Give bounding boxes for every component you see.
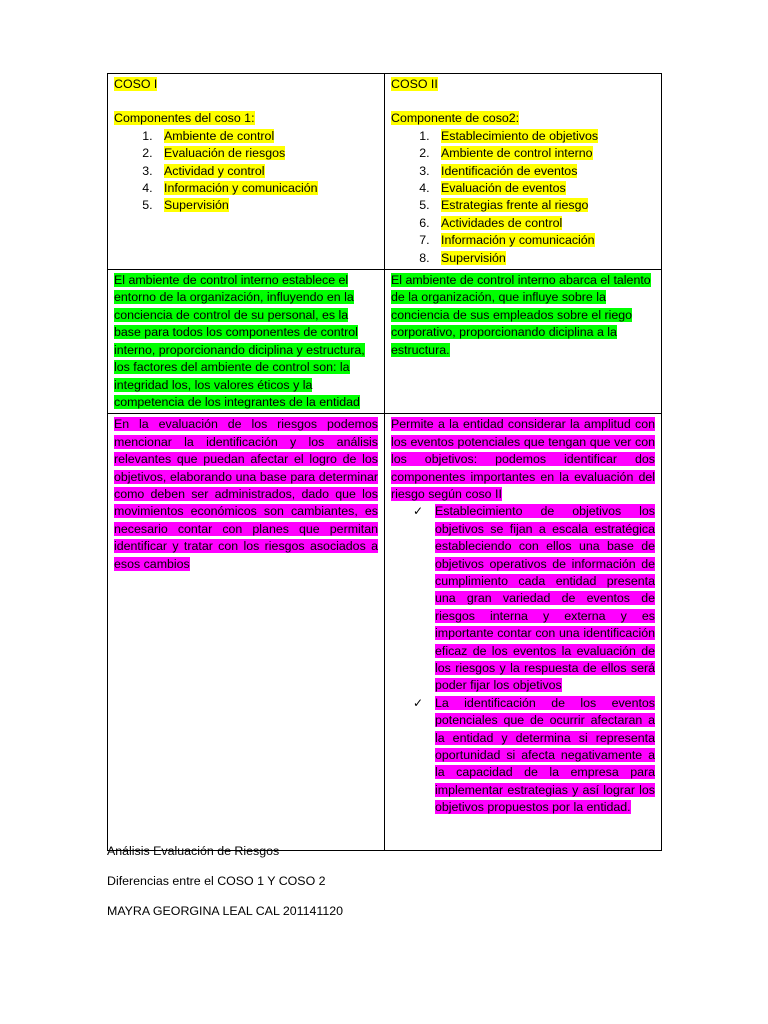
coso1-control-text: El ambiente de control interno establece el entorno de la organización, influyendo en la conciencia de control de su personal, es la base para todos los componentes de control interno, proporcionando diciplina y estructura, los factores del ambiente de control son: la integridad los, los valores éticos y la competencia de los integrantes de la entidad (114, 273, 365, 409)
list-item: ✓ Establecimiento de objetivos los objetivos se fijan a escala estratégica estableciendo con ellos una base de objetivos operativos de información de cumplimiento cada entidad presenta una gran variedad de eventos de riesgos interna y externa y es importante contar con una identificación eficaz de los eventos la evaluación de los riesgos y la respuesta de ellos será poder fijar los objetivos (413, 504, 655, 693)
coso1-risk-text: En la evaluación de los riesgos podemos mencionar la identificación y los análisis relevantes que puedan afectar el logro de los objetivos, elaborando una base para determinar como deben ser administrados, dado que los movimientos económicos son cambiantes, es necesario contar con planes que permitan identificar y tratar con los riesgos asociados a esos cambios (114, 417, 378, 571)
coso2-risk-cell (385, 414, 662, 851)
coso2-list-title: Componente de coso2: (391, 111, 520, 126)
list-item: ✓ La identificación de los eventos potenciales que de ocurrir afectaran a la entidad y determina si representa oportunidad si afecta negativamente a la capacidad de la empresa para implementar estrategias y así lograr los objetivos propuestos por la entidad. (413, 695, 655, 815)
list-item: 3. Identificación de eventos (433, 163, 655, 180)
list-item: 5. Supervisión (156, 197, 378, 214)
coso2-components-cell (385, 74, 662, 270)
list-item: 6. Actividades de control (433, 215, 655, 232)
footer-title: Análisis Evaluación de Riesgos (107, 844, 280, 858)
comparison-table (107, 73, 662, 851)
footer-author: MAYRA GEORGINA LEAL CAL 201141120 (107, 904, 343, 918)
list-item: 2. Evaluación de riesgos (156, 145, 378, 162)
risk-evaluation-row (108, 414, 662, 851)
check-icon: ✓ (413, 504, 424, 519)
coso1-risk-cell (108, 414, 385, 851)
coso2-control-text: El ambiente de control interno abarca el talento de la organización, que influye sobre la conciencia de sus empleados sobre el riego corporativo, proporcionando diciplina a la estructura. (391, 273, 651, 357)
coso2-risk-intro: Permite a la entidad considerar la amplitud con los eventos potenciales que tengan que ver con los objetivos: podemos identificar dos componentes importantes en la evaluación del riesgo según coso II (391, 417, 655, 501)
coso1-header: COSO I (114, 77, 158, 91)
list-item: 1. Ambiente de control (156, 128, 378, 145)
check-icon: ✓ (413, 695, 424, 710)
coso1-control-cell (108, 270, 385, 414)
components-row (108, 74, 662, 270)
coso1-components-list (114, 128, 378, 215)
control-environment-row (108, 270, 662, 414)
coso2-control-cell (385, 270, 662, 414)
list-item: 8. Supervisión (433, 250, 655, 267)
coso1-components-cell (108, 74, 385, 270)
list-item: 5. Estrategias frente al riesgo (433, 197, 655, 214)
list-item: 2. Ambiente de control interno (433, 145, 655, 162)
list-item: 3. Actividad y control (156, 163, 378, 180)
list-item: 1. Establecimiento de objetivos (433, 128, 655, 145)
list-item: 4. Información y comunicación (156, 180, 378, 197)
footer-subtitle: Diferencias entre el COSO 1 Y COSO 2 (107, 874, 326, 888)
list-item: 7. Información y comunicación (433, 232, 655, 249)
list-item: 4. Evaluación de eventos (433, 180, 655, 197)
coso2-header: COSO II (391, 77, 438, 91)
coso1-list-title: Componentes del coso 1: (114, 111, 255, 126)
coso2-risk-points (391, 503, 655, 816)
coso2-components-list (391, 128, 655, 267)
